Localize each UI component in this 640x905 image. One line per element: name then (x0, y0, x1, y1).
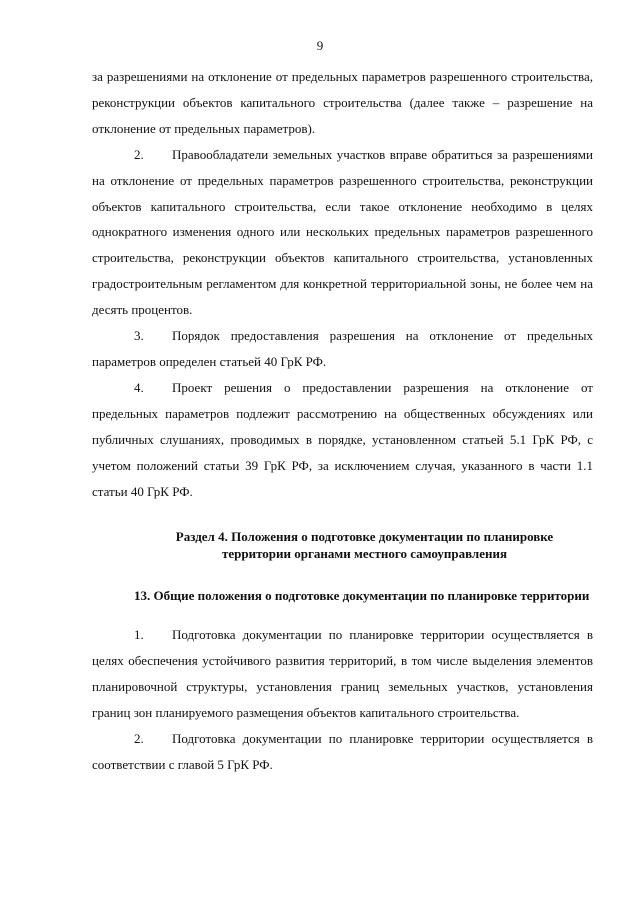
paragraph-text: Правообладатели земельных участков вправе обратиться за разрешениями на отклонение от предельных параметров разрешенного строительства, реконструкции объектов капитального строительства, если такое отклонение необходимо в целях однократного изменения одного или нескольких предельных параметров разрешенного строительства, реконструкции объектов капитального строительства, установленных градостроительным регламентом для конкретной территориальной зоны, не более чем на десять процентов. (92, 146, 593, 318)
subsection-title: 13. Общие положения о подготовке документации по планировке территории (134, 588, 590, 604)
paragraph-number: 2. (134, 146, 144, 162)
paragraph-text: Порядок предоставления разрешения на отклонение от предельных параметров определен статьей 40 ГрК РФ. (92, 328, 593, 369)
paragraph-number: 2. (134, 731, 144, 747)
paragraph-number: 3. (134, 328, 144, 344)
paragraph-item-1 (92, 622, 593, 726)
intro-paragraph: за разрешениями на отклонение от предельных параметров разрешенного строительства, реконструкции объектов капитального строительства (далее также – разрешение на отклонение от предельных параметров). (92, 69, 593, 136)
paragraph-item-4 (92, 375, 593, 505)
paragraph-number: 4. (134, 379, 144, 395)
paragraph-item-2 (92, 142, 593, 323)
paragraph-item-3 (92, 323, 593, 375)
paragraph-text: Подготовка документации по планировке территории осуществляется в целях обеспечения устойчивого развития территорий, в том числе выделения элементов планировочной структуры, установления границ земельных участков, установления границ зон планируемого размещения объектов капитального строительства. (92, 627, 593, 721)
section-title (92, 528, 593, 562)
section-title-line2: территории органами местного самоуправления (221, 546, 508, 562)
document-body (92, 64, 593, 778)
paragraph-item-2b (92, 726, 593, 778)
page-number: 9 (316, 38, 324, 53)
paragraph-text: Проект решения о предоставлении разрешения на отклонение от предельных параметров подлежит рассмотрению на общественных обсуждениях или публичных слушаниях, проводимых в порядке, установленном статьей 5.1 ГрК РФ, с учетом положений статьи 39 ГрК РФ, за исключением случая, указанного в части 1.1 статьи 40 ГрК РФ. (92, 379, 593, 499)
paragraph-text: Подготовка документации по планировке территории осуществляется в соответствии с главой 5 ГрК РФ. (92, 731, 593, 772)
section-title-line1: Раздел 4. Положения о подготовке документации по планировке (175, 529, 554, 545)
paragraph-number: 1. (134, 627, 144, 643)
